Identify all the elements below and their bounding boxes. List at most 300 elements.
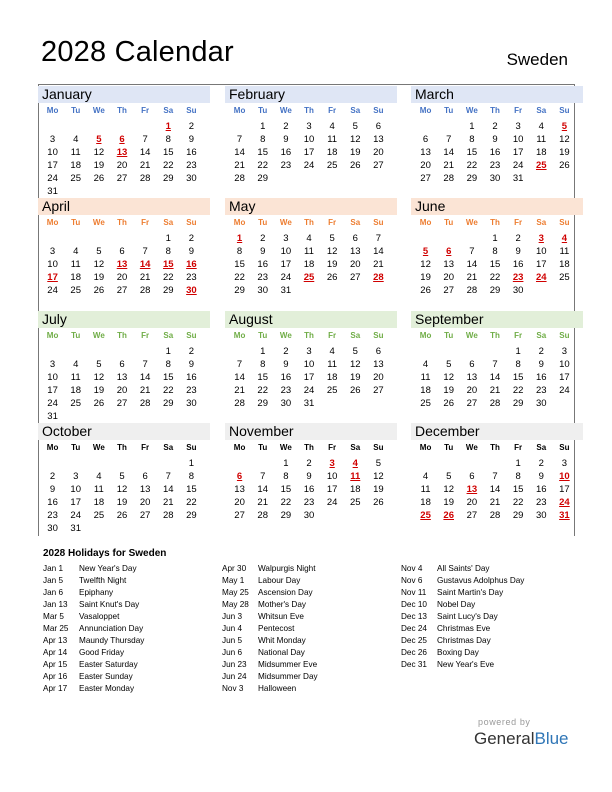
brand-blue-text: Blue — [534, 729, 569, 748]
day-cell: 24 — [47, 285, 58, 296]
week-row — [228, 384, 390, 397]
month-november — [228, 423, 390, 522]
day-cell: 14 — [234, 147, 245, 158]
day-cell: 20 — [116, 385, 128, 396]
weekday-label: Sa — [536, 106, 547, 115]
frame-left-border — [38, 84, 39, 536]
holiday-item — [43, 647, 218, 659]
day-cell: 18 — [326, 147, 338, 158]
day-cell: 18 — [70, 272, 81, 283]
day-cell: 5 — [446, 359, 452, 370]
day-cell: 28 — [443, 173, 454, 184]
day-cell: 15 — [234, 259, 245, 270]
day-cell: 9 — [538, 471, 544, 482]
day-cell: 11 — [420, 372, 431, 383]
day-cell: 16 — [280, 372, 292, 383]
weekday-label: Tu — [71, 106, 81, 115]
day-cell: 30 — [257, 285, 268, 296]
weekday-label: Mo — [233, 106, 246, 115]
week-row — [41, 384, 203, 397]
day-cell: 11 — [536, 134, 547, 145]
day-cell: 25 — [326, 160, 338, 171]
day-cell: 7 — [492, 471, 498, 482]
empty-day-cell — [437, 232, 460, 245]
weekday-header — [414, 216, 576, 230]
day-cell: 4 — [96, 471, 102, 482]
weekday-label: Su — [559, 443, 570, 452]
day-cell: 12 — [420, 259, 431, 270]
day-cell: 20 — [234, 497, 245, 508]
empty-day-cell — [87, 522, 110, 535]
holiday-item — [43, 623, 218, 635]
month-name: September — [411, 311, 583, 328]
holiday-item — [222, 635, 397, 647]
day-cell: 27 — [116, 173, 128, 184]
weekday-label: Fr — [328, 218, 337, 227]
weekday-label: Th — [117, 106, 127, 115]
day-cell: 14 — [373, 246, 384, 257]
holiday-item — [401, 563, 576, 575]
day-cell: 18 — [303, 259, 315, 270]
day-cell: 28 — [139, 285, 151, 296]
empty-day-cell — [87, 185, 110, 198]
day-cell: 11 — [70, 372, 81, 383]
day-cell: 4 — [306, 233, 312, 244]
empty-day-cell — [87, 345, 110, 358]
day-cell: 19 — [559, 147, 570, 158]
holiday-date: May 1 — [222, 576, 245, 585]
day-cell: 25 — [420, 398, 431, 409]
week-row — [41, 483, 203, 496]
day-cell: 25 — [70, 173, 81, 184]
day-cell: 27 — [349, 272, 361, 283]
week-row — [41, 172, 203, 185]
day-cell: 1 — [165, 233, 171, 244]
week-row — [41, 146, 203, 159]
weekday-label: Mo — [419, 106, 432, 115]
day-cell: 2 — [260, 233, 266, 244]
empty-day-cell — [321, 397, 344, 410]
month-march — [414, 86, 576, 185]
day-cell: 12 — [559, 134, 570, 145]
empty-day-cell — [297, 284, 320, 297]
holiday-item — [222, 671, 397, 683]
day-cell: 18 — [93, 497, 105, 508]
holiday-date: Dec 25 — [401, 636, 427, 645]
day-cell: 18 — [70, 160, 81, 171]
day-cell: 7 — [236, 134, 243, 145]
holiday-name: Easter Sunday — [79, 672, 133, 681]
day-cell: 19 — [420, 272, 431, 283]
holiday-date: Jun 3 — [222, 612, 243, 621]
day-cell: 21 — [162, 497, 174, 508]
weekday-label: Mo — [46, 106, 59, 115]
week-row — [414, 397, 576, 410]
day-cell: 24 — [512, 160, 524, 171]
week-row — [414, 384, 576, 397]
empty-day-cell — [87, 457, 110, 470]
week-row — [228, 232, 390, 245]
weekday-label: Th — [490, 443, 500, 452]
week-row — [414, 146, 576, 159]
day-cell: 22 — [466, 160, 478, 171]
weekday-label: Th — [117, 218, 127, 227]
day-cell: 23 — [489, 160, 501, 171]
day-cell: 5 — [96, 246, 102, 257]
empty-day-cell — [180, 410, 203, 423]
day-cell: 9 — [492, 134, 498, 145]
week-row — [228, 470, 390, 483]
weekday-header — [414, 104, 576, 118]
empty-day-cell — [64, 185, 87, 198]
day-cell: 18 — [326, 372, 338, 383]
empty-day-cell — [437, 120, 460, 133]
empty-day-cell — [110, 232, 133, 245]
day-cell: 16 — [489, 147, 501, 158]
day-cell: 10 — [559, 471, 570, 482]
weekday-label: Fr — [141, 331, 150, 340]
empty-day-cell — [110, 522, 133, 535]
day-cell: 2 — [188, 121, 195, 132]
day-cell: 5 — [352, 346, 358, 357]
weekday-label: Su — [373, 331, 384, 340]
day-cell: 10 — [303, 359, 315, 370]
empty-day-cell — [251, 457, 274, 470]
weekday-label: Tu — [71, 443, 81, 452]
empty-day-cell — [134, 232, 157, 245]
day-cell: 28 — [139, 398, 151, 409]
week-row — [41, 120, 203, 133]
week-row — [228, 483, 390, 496]
empty-day-cell — [134, 120, 157, 133]
weekday-label: Th — [117, 331, 127, 340]
weekday-label: Sa — [163, 218, 174, 227]
week-row — [414, 457, 576, 470]
weekday-label: Su — [373, 218, 384, 227]
day-cell: 5 — [375, 458, 382, 469]
holiday-date: Dec 10 — [401, 600, 427, 609]
weekday-label: Mo — [233, 331, 246, 340]
day-cell: 6 — [375, 346, 382, 357]
day-cell: 4 — [538, 121, 544, 132]
day-cell: 5 — [561, 121, 568, 132]
day-cell: 11 — [304, 246, 314, 257]
week-row — [41, 284, 203, 297]
day-cell: 19 — [93, 385, 105, 396]
empty-day-cell — [414, 457, 437, 470]
empty-day-cell — [367, 172, 390, 185]
holiday-name: Midsummer Eve — [258, 660, 318, 669]
day-cell: 11 — [350, 471, 361, 482]
holiday-name: Christmas Eve — [437, 624, 491, 633]
day-cell: 7 — [375, 233, 382, 244]
weekday-header — [228, 216, 390, 230]
day-cell: 23 — [47, 510, 58, 521]
month-name: May — [225, 198, 397, 215]
holiday-date: Nov 3 — [222, 684, 244, 693]
powered-by-label: powered by — [478, 717, 531, 727]
week-row — [414, 509, 576, 522]
day-cell: 19 — [93, 272, 105, 283]
weekday-label: Sa — [350, 443, 361, 452]
day-cell: 24 — [559, 497, 570, 508]
holiday-name: Epiphany — [79, 588, 114, 597]
day-cell: 25 — [349, 497, 361, 508]
weekday-label: Fr — [141, 218, 150, 227]
day-cell: 9 — [283, 134, 289, 145]
week-row — [414, 496, 576, 509]
day-cell: 23 — [512, 272, 524, 283]
day-cell: 13 — [349, 246, 361, 257]
weekday-label: Mo — [46, 331, 59, 340]
day-cell: 9 — [283, 359, 289, 370]
day-cell: 23 — [535, 385, 547, 396]
day-cell: 15 — [162, 372, 174, 383]
day-cell: 21 — [234, 160, 245, 171]
weekday-label: We — [465, 106, 478, 115]
day-cell: 14 — [489, 484, 501, 495]
weekday-label: Th — [490, 106, 500, 115]
weekday-label: Sa — [536, 443, 547, 452]
day-cell: 2 — [188, 233, 195, 244]
day-cell: 7 — [165, 471, 171, 482]
day-cell: 21 — [139, 160, 151, 171]
day-cell: 25 — [326, 385, 338, 396]
day-cell: 2 — [538, 458, 544, 469]
week-row — [414, 358, 576, 371]
day-cell: 18 — [349, 484, 361, 495]
month-name: April — [38, 198, 210, 215]
holiday-name: Nobel Day — [437, 600, 476, 609]
day-cell: 30 — [303, 510, 315, 521]
week-row — [414, 271, 576, 284]
day-cell: 19 — [349, 147, 361, 158]
holiday-date: Jan 6 — [43, 588, 64, 597]
day-cell: 22 — [512, 385, 524, 396]
day-cell: 26 — [443, 398, 454, 409]
holiday-date: Nov 11 — [401, 588, 427, 597]
day-cell: 15 — [257, 147, 268, 158]
day-cell: 24 — [303, 160, 315, 171]
weekday-label: Su — [559, 331, 570, 340]
holiday-column — [222, 563, 397, 695]
weekday-label: Mo — [419, 218, 432, 227]
weekday-header — [41, 216, 203, 230]
week-row — [41, 258, 203, 271]
day-cell: 3 — [306, 346, 312, 357]
day-cell: 27 — [373, 385, 384, 396]
page-title: 2028 Calendar — [41, 36, 234, 68]
day-cell: 7 — [260, 471, 266, 482]
day-cell: 9 — [188, 246, 195, 257]
day-cell: 14 — [234, 372, 245, 383]
weekday-label: Mo — [46, 443, 59, 452]
day-cell: 17 — [47, 272, 58, 283]
month-january — [41, 86, 203, 198]
day-cell: 21 — [139, 385, 151, 396]
empty-day-cell — [64, 120, 87, 133]
holiday-item — [43, 575, 218, 587]
day-cell: 1 — [283, 458, 289, 469]
day-cell: 6 — [236, 471, 243, 482]
holiday-item — [43, 587, 218, 599]
day-cell: 14 — [139, 372, 151, 383]
holiday-date: Apr 13 — [43, 636, 68, 645]
weekday-label: Fr — [328, 331, 337, 340]
day-cell: 16 — [186, 259, 197, 270]
weekday-label: Mo — [419, 331, 432, 340]
month-name: October — [38, 423, 210, 440]
day-cell: 29 — [162, 285, 174, 296]
day-cell: 5 — [119, 471, 125, 482]
empty-day-cell — [297, 172, 320, 185]
day-cell: 1 — [469, 121, 475, 132]
holiday-date: May 25 — [222, 588, 249, 597]
day-cell: 3 — [329, 458, 335, 469]
day-cell: 4 — [352, 458, 358, 469]
week-row — [41, 133, 203, 146]
day-cell: 11 — [70, 147, 81, 158]
empty-day-cell — [110, 457, 133, 470]
day-cell: 15 — [162, 147, 174, 158]
day-cell: 25 — [535, 160, 547, 171]
day-cell: 25 — [303, 272, 315, 283]
day-cell: 14 — [443, 147, 454, 158]
day-cell: 7 — [142, 246, 148, 257]
day-cell: 8 — [492, 246, 498, 257]
week-row — [228, 133, 390, 146]
day-cell: 31 — [280, 285, 292, 296]
day-cell: 23 — [303, 497, 315, 508]
empty-day-cell — [64, 457, 87, 470]
day-cell: 22 — [257, 160, 268, 171]
day-cell: 7 — [142, 359, 148, 370]
weekday-label: Sa — [536, 218, 547, 227]
day-cell: 9 — [260, 246, 266, 257]
day-cell: 14 — [257, 484, 268, 495]
day-cell: 25 — [93, 510, 105, 521]
day-cell: 16 — [512, 259, 524, 270]
day-cell: 6 — [375, 121, 382, 132]
week-row — [228, 271, 390, 284]
day-cell: 25 — [70, 285, 81, 296]
day-cell: 7 — [236, 359, 243, 370]
generalblue-logo[interactable] — [474, 729, 569, 749]
day-cell: 30 — [186, 285, 197, 296]
holiday-name: Christmas Day — [437, 636, 491, 645]
day-cell: 16 — [280, 147, 292, 158]
month-february — [228, 86, 390, 185]
day-cell: 10 — [535, 246, 547, 257]
day-cell: 16 — [535, 484, 547, 495]
day-cell: 11 — [327, 359, 338, 370]
weekday-label: Fr — [141, 106, 150, 115]
day-cell: 17 — [303, 372, 315, 383]
day-cell: 30 — [512, 285, 524, 296]
holiday-item — [222, 599, 397, 611]
week-row — [228, 345, 390, 358]
day-cell: 19 — [116, 497, 128, 508]
day-cell: 12 — [93, 259, 105, 270]
day-cell: 31 — [303, 398, 315, 409]
day-cell: 23 — [535, 497, 547, 508]
day-cell: 19 — [93, 160, 105, 171]
weekday-label: Fr — [514, 331, 523, 340]
day-cell: 22 — [257, 385, 268, 396]
day-cell: 13 — [116, 372, 128, 383]
day-cell: 17 — [303, 147, 315, 158]
week-row — [414, 258, 576, 271]
day-cell: 1 — [260, 121, 266, 132]
day-cell: 17 — [47, 160, 58, 171]
holiday-date: Jun 4 — [222, 624, 243, 633]
empty-day-cell — [460, 345, 483, 358]
weekday-label: Sa — [163, 443, 174, 452]
day-cell: 14 — [139, 259, 151, 270]
empty-day-cell — [134, 522, 157, 535]
weekday-label: Su — [186, 106, 197, 115]
day-cell: 11 — [70, 259, 81, 270]
day-cell: 8 — [469, 134, 475, 145]
week-row — [228, 397, 390, 410]
holiday-date: Jun 6 — [222, 648, 243, 657]
holiday-date: Mar 25 — [43, 624, 69, 633]
weekday-header — [228, 441, 390, 455]
holiday-date: Jan 13 — [43, 600, 68, 609]
day-cell: 4 — [422, 471, 429, 482]
brand-general-text: General — [474, 729, 535, 748]
day-cell: 15 — [489, 259, 501, 270]
day-cell: 3 — [561, 458, 568, 469]
weekday-label: Tu — [258, 218, 268, 227]
day-cell: 8 — [165, 359, 171, 370]
day-cell: 10 — [47, 372, 58, 383]
empty-day-cell — [367, 284, 390, 297]
day-cell: 28 — [373, 272, 384, 283]
day-cell: 4 — [329, 346, 335, 357]
empty-day-cell — [321, 172, 344, 185]
day-cell: 23 — [186, 160, 197, 171]
day-cell: 2 — [538, 346, 544, 357]
day-cell: 4 — [329, 121, 335, 132]
holiday-item — [401, 635, 576, 647]
weekday-label: Th — [117, 443, 127, 452]
day-cell: 26 — [93, 398, 105, 409]
holiday-column — [43, 563, 218, 695]
day-cell: 20 — [116, 160, 128, 171]
day-cell: 7 — [446, 134, 452, 145]
day-cell: 1 — [188, 458, 195, 469]
empty-day-cell — [134, 185, 157, 198]
day-cell: 10 — [280, 246, 292, 257]
empty-day-cell — [228, 120, 251, 133]
day-cell: 3 — [538, 233, 544, 244]
weekday-label: Sa — [350, 106, 361, 115]
holiday-date: Apr 14 — [43, 648, 68, 657]
day-cell: 29 — [257, 173, 268, 184]
holiday-date: Dec 24 — [401, 624, 427, 633]
day-cell: 22 — [186, 497, 197, 508]
holiday-date: Jun 23 — [222, 660, 247, 669]
month-name: December — [411, 423, 583, 440]
month-name: March — [411, 86, 583, 103]
holiday-date: Mar 5 — [43, 612, 64, 621]
weekday-label: Mo — [419, 443, 432, 452]
day-cell: 10 — [559, 359, 570, 370]
week-row — [228, 358, 390, 371]
day-cell: 26 — [559, 160, 570, 171]
week-row — [41, 232, 203, 245]
